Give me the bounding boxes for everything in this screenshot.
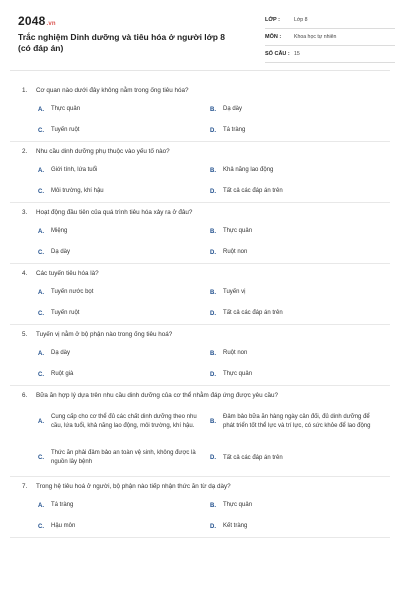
option-text: Môi trường, khí hậu: [51, 188, 104, 194]
option-letter: A.: [38, 419, 44, 425]
question-2: [10, 142, 390, 203]
question-text: [10, 203, 390, 221]
answer-options: [10, 282, 390, 324]
option-letter: B.: [210, 419, 216, 425]
option-letter: B.: [210, 106, 216, 113]
quiz-title: Trắc nghiệm Dinh dưỡng và tiêu hóa ở người lớp 8 (có đáp án): [18, 32, 225, 53]
option-letter: A.: [38, 289, 44, 296]
option-text: Tất cả các đáp án trên: [223, 454, 283, 461]
option-letter: D.: [210, 249, 216, 256]
question-list: [10, 71, 390, 538]
option-a[interactable]: [38, 160, 210, 181]
question-number: 2.: [22, 147, 28, 155]
option-text: Đảm bảo bữa ăn hàng ngày cân đối, đủ dinh dưỡng để phát triển tốt thể lực và trí lực, có sức khỏe để lao động: [223, 414, 371, 429]
option-letter: B.: [210, 502, 216, 509]
option-b[interactable]: [210, 160, 382, 181]
option-text: Tuyến ruột: [51, 310, 80, 316]
option-a[interactable]: [38, 404, 210, 440]
question-prompt: Trong hệ tiêu hoá ở người, bộ phận nào tiếp nhận thức ăn từ dạ dày?: [36, 482, 231, 490]
option-letter: D.: [210, 188, 216, 195]
option-c[interactable]: [38, 242, 210, 263]
option-c[interactable]: [38, 440, 210, 476]
option-a[interactable]: [38, 282, 210, 303]
option-d[interactable]: [210, 120, 382, 141]
option-letter: A.: [38, 502, 44, 509]
option-text: Tá tràng: [223, 127, 246, 133]
question-text: [10, 386, 390, 404]
option-letter: B.: [210, 350, 216, 357]
question-prompt: Bữa ăn hợp lý dựa trên nhu cầu dinh dưỡng của cơ thể nhằm đáp ứng được yêu cầu?: [36, 391, 279, 399]
option-letter: C.: [38, 455, 44, 461]
logo-text: 2048: [18, 14, 46, 28]
option-c[interactable]: [38, 303, 210, 324]
meta-row-grade: [265, 12, 395, 29]
quiz-meta: [265, 12, 395, 63]
answer-options: [10, 99, 390, 141]
option-text: Tá tràng: [51, 502, 74, 508]
option-letter: C.: [38, 127, 44, 134]
answer-options: [10, 404, 390, 476]
option-text: Dạ dày: [51, 350, 71, 356]
option-text: Tuyến nước bọt: [51, 289, 94, 295]
meta-label: SỐ CÂU :: [265, 51, 290, 57]
meta-row-count: [265, 46, 395, 63]
question-prompt: Hoạt động đầu tiên của quá trình tiêu hóa xảy ra ở đâu?: [36, 208, 193, 216]
option-c[interactable]: [38, 516, 210, 537]
option-text: Khả năng lao động: [223, 167, 274, 173]
answer-options: [10, 495, 390, 537]
option-d[interactable]: [210, 516, 382, 537]
option-text: Thực quản: [223, 502, 253, 508]
option-text: Tất cả các đáp án trên: [223, 188, 283, 194]
option-letter: D.: [210, 127, 216, 134]
option-letter: D.: [210, 371, 216, 378]
option-d[interactable]: [210, 181, 382, 202]
option-a[interactable]: [38, 221, 210, 242]
option-text: Thực quản: [51, 106, 81, 112]
option-text: Ruột già: [51, 371, 74, 377]
option-letter: C.: [38, 188, 44, 195]
question-prompt: Nhu cầu dinh dưỡng phụ thuộc vào yếu tố nào?: [36, 147, 170, 155]
option-b[interactable]: [210, 343, 382, 364]
option-letter: A.: [38, 350, 44, 357]
option-d[interactable]: [210, 242, 382, 263]
option-text: Hậu môn: [51, 523, 76, 529]
option-letter: C.: [38, 523, 44, 530]
question-number: 3.: [22, 208, 28, 216]
question-4: [10, 264, 390, 325]
option-a[interactable]: [38, 495, 210, 516]
option-text: Tuyến ruột: [51, 127, 80, 133]
option-text: Giới tính, lứa tuổi: [51, 167, 98, 173]
question-number: 6.: [22, 391, 28, 399]
option-letter: D.: [210, 455, 216, 461]
option-text: Thức ăn phải đảm bảo an toàn vệ sinh, không được là nguồn lây bệnh: [51, 450, 196, 465]
meta-row-subject: [265, 29, 395, 46]
question-prompt: Tuyến vị nằm ở bộ phận nào trong ống tiêu hoá?: [36, 330, 173, 338]
option-d[interactable]: [210, 303, 382, 324]
question-text: [10, 264, 390, 282]
option-c[interactable]: [38, 181, 210, 202]
answer-options: [10, 343, 390, 385]
option-letter: C.: [38, 249, 44, 256]
option-b[interactable]: [210, 495, 382, 516]
option-d[interactable]: [210, 440, 382, 476]
option-text: Dạ dày: [51, 249, 71, 255]
option-c[interactable]: [38, 364, 210, 385]
option-letter: B.: [210, 167, 216, 174]
option-text: Thực quản: [223, 228, 253, 234]
option-letter: C.: [38, 371, 44, 378]
question-number: 5.: [22, 330, 28, 338]
option-text: Tất cả các đáp án trên: [223, 310, 283, 316]
question-number: 1.: [22, 86, 28, 94]
option-text: Miệng: [51, 228, 68, 234]
option-letter: D.: [210, 310, 216, 317]
quiz-header: [10, 0, 390, 71]
answer-options: [10, 221, 390, 263]
question-number: 7.: [22, 482, 28, 490]
site-logo[interactable]: [18, 14, 56, 28]
option-d[interactable]: [210, 364, 382, 385]
question-text: [10, 477, 390, 495]
option-b[interactable]: [210, 99, 382, 120]
question-text: [10, 81, 390, 99]
option-text: Kết tràng: [223, 523, 248, 529]
question-3: [10, 203, 390, 264]
question-text: [10, 325, 390, 343]
question-prompt: Cơ quan nào dưới đây không nằm trong ống tiêu hóa?: [36, 86, 189, 94]
option-b[interactable]: [210, 404, 382, 440]
option-letter: C.: [38, 310, 44, 317]
option-letter: B.: [210, 289, 216, 296]
question-text: [10, 142, 390, 160]
question-7: [10, 477, 390, 538]
meta-label: LỚP :: [265, 17, 280, 23]
meta-value: 15: [294, 51, 300, 57]
option-b[interactable]: [210, 282, 382, 303]
option-a[interactable]: [38, 343, 210, 364]
question-prompt: Các tuyến tiêu hóa là?: [36, 269, 99, 277]
option-text: Tuyến vị: [223, 289, 246, 295]
question-number: 4.: [22, 269, 28, 277]
option-letter: A.: [38, 106, 44, 113]
meta-label: MÔN :: [265, 34, 282, 40]
option-letter: D.: [210, 523, 216, 530]
option-letter: A.: [38, 228, 44, 235]
option-letter: A.: [38, 167, 44, 174]
meta-value: Lớp 8: [294, 17, 308, 23]
question-5: [10, 325, 390, 386]
option-text: Dạ dày: [223, 106, 243, 112]
option-text: Ruột non: [223, 350, 248, 356]
meta-value: Khoa học tự nhiên: [294, 34, 337, 40]
option-text: Cung cấp cho cơ thể đủ các chất dinh dưỡng theo nhu cầu, lứa tuổi, khả năng lao động, môi trường, khí hậu.: [51, 414, 197, 429]
option-text: Thực quản: [223, 371, 253, 377]
option-text: Ruột non: [223, 249, 248, 255]
question-1: [10, 81, 390, 142]
option-b[interactable]: [210, 221, 382, 242]
answer-options: [10, 160, 390, 202]
logo-suffix: .vn: [46, 21, 56, 27]
question-6: [10, 386, 390, 477]
option-c[interactable]: [38, 120, 210, 141]
option-a[interactable]: [38, 99, 210, 120]
option-letter: B.: [210, 228, 216, 235]
